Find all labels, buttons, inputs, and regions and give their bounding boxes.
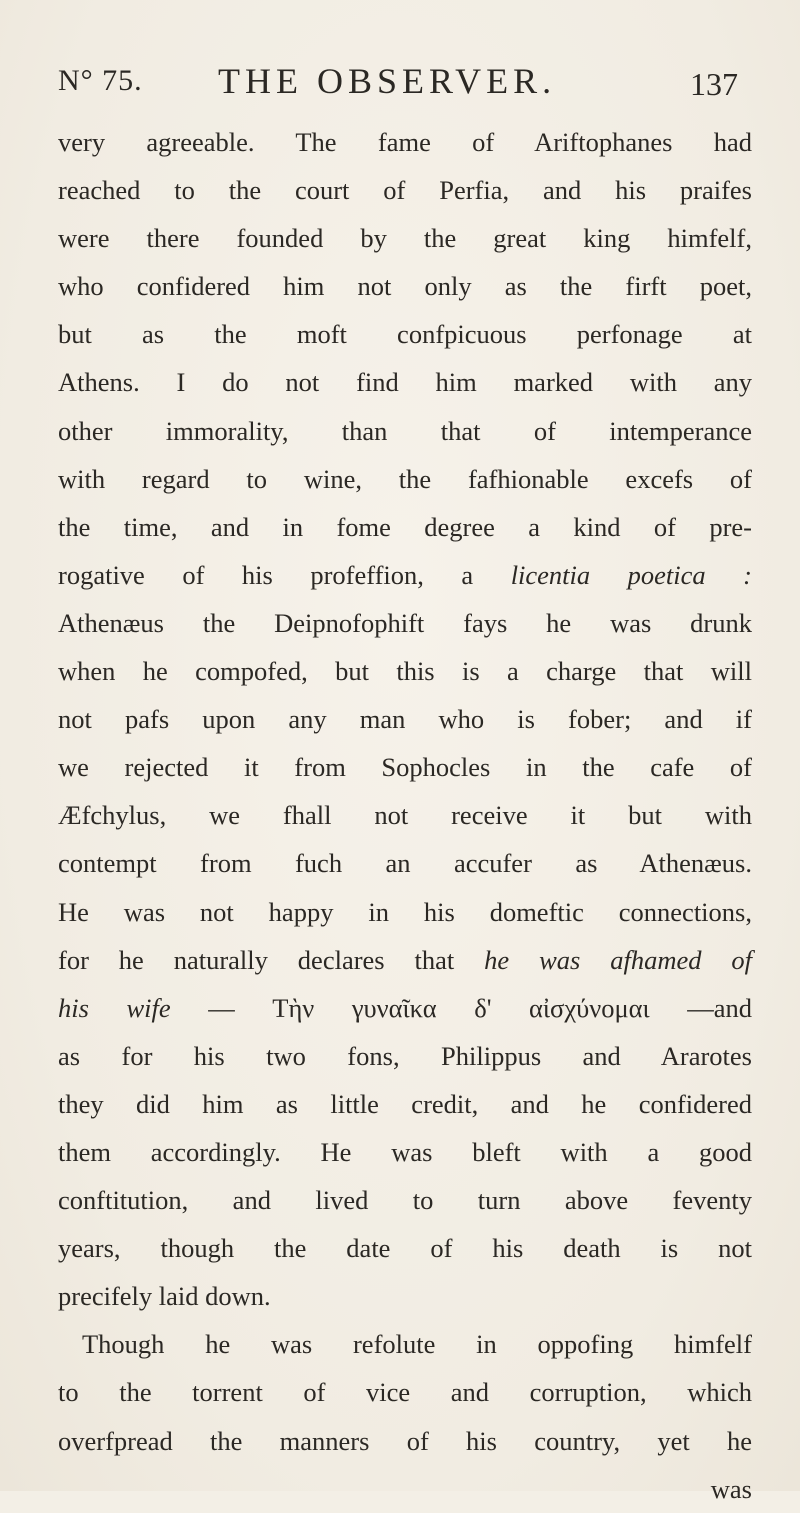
text-line: [58, 118, 752, 166]
text-line: [58, 888, 752, 936]
text-run: as for his two fons, Philippus and Ararotes: [58, 1040, 752, 1071]
page-number: 137: [690, 66, 738, 102]
text-line: [58, 166, 752, 214]
text-run: He was not happy in his domeftic connections,: [58, 896, 752, 927]
text-run: — Τὴν γυναῖκα δ' αἰσχύνομαι —and: [170, 992, 752, 1023]
text-line: [58, 647, 752, 695]
text-run: them accordingly. He was bleft with a good: [58, 1136, 752, 1167]
text-run: Though he was refolute in oppofing himfelf: [82, 1329, 752, 1360]
issue-number: N° 75.: [58, 64, 143, 97]
running-title: THE OBSERVER.: [218, 61, 557, 101]
text-run: conftitution, and lived to turn above feventy: [58, 1185, 752, 1216]
body-text: [58, 118, 752, 1513]
text-line: [58, 1320, 752, 1368]
text-run: we rejected it from Sophocles in the cafe of: [58, 752, 752, 783]
text-line: [58, 1080, 752, 1128]
text-line: [58, 936, 752, 984]
text-line: [58, 1465, 752, 1513]
italic-text: his wife: [58, 992, 171, 1023]
text-line: [58, 1176, 752, 1224]
text-run: overfpread the manners of his country, yet he: [58, 1425, 752, 1456]
text-line: [58, 310, 752, 358]
text-run: not pafs upon any man who is fober; and if: [58, 704, 752, 735]
text-run: reached to the court of Perfia, and his praifes: [58, 175, 752, 206]
text-run: the time, and in fome degree a kind of pre-: [58, 511, 752, 542]
text-run: contempt from fuch an accufer as Athenæus.: [58, 848, 752, 879]
italic-text: licentia poetica :: [510, 559, 752, 590]
text-run: Æfchylus, we fhall not receive it but with: [58, 800, 752, 831]
text-run: Athens. I do not find him marked with any: [58, 367, 752, 398]
text-line: [58, 503, 752, 551]
text-line: [58, 1272, 752, 1320]
running-header: [58, 58, 738, 108]
text-line: [58, 1417, 752, 1465]
text-run: other immorality, than that of intemperance: [58, 415, 752, 446]
text-line: [58, 407, 752, 455]
text-run: who confidered him not only as the firft poet,: [58, 271, 752, 302]
text-line: [58, 262, 752, 310]
text-run: very agreeable. The fame of Ariftophanes had: [58, 127, 752, 157]
text-run: precifely laid down.: [58, 1281, 271, 1312]
text-run: but as the moft confpicuous perfonage at: [58, 319, 752, 350]
text-line: [58, 1224, 752, 1272]
text-run: to the torrent of vice and corruption, which: [58, 1377, 752, 1408]
text-line: [58, 551, 752, 599]
text-run: was: [710, 1473, 752, 1504]
text-run: with regard to wine, the fafhionable excefs of: [58, 463, 752, 494]
text-line: [58, 1128, 752, 1176]
text-run: when he compofed, but this is a charge that will: [58, 656, 752, 687]
text-line: [58, 214, 752, 262]
text-run: they did him as little credit, and he confidered: [58, 1088, 752, 1119]
text-line: [58, 358, 752, 406]
text-line: [58, 695, 752, 743]
text-run: were there founded by the great king himfelf,: [58, 223, 752, 254]
italic-text: he was afhamed of: [484, 944, 752, 975]
text-line: [58, 455, 752, 503]
text-line: [58, 743, 752, 791]
text-line: [58, 984, 752, 1032]
text-line: [58, 1032, 752, 1080]
text-run: years, though the date of his death is not: [58, 1233, 752, 1264]
text-line: [58, 1368, 752, 1416]
text-run: Athenæus the Deipnofophift fays he was drunk: [58, 607, 752, 638]
text-run: rogative of his profeffion, a: [58, 559, 511, 590]
text-line: [58, 599, 752, 647]
text-line: [58, 791, 752, 839]
text-line: [58, 839, 752, 887]
text-run: for he naturally declares that: [58, 944, 485, 975]
